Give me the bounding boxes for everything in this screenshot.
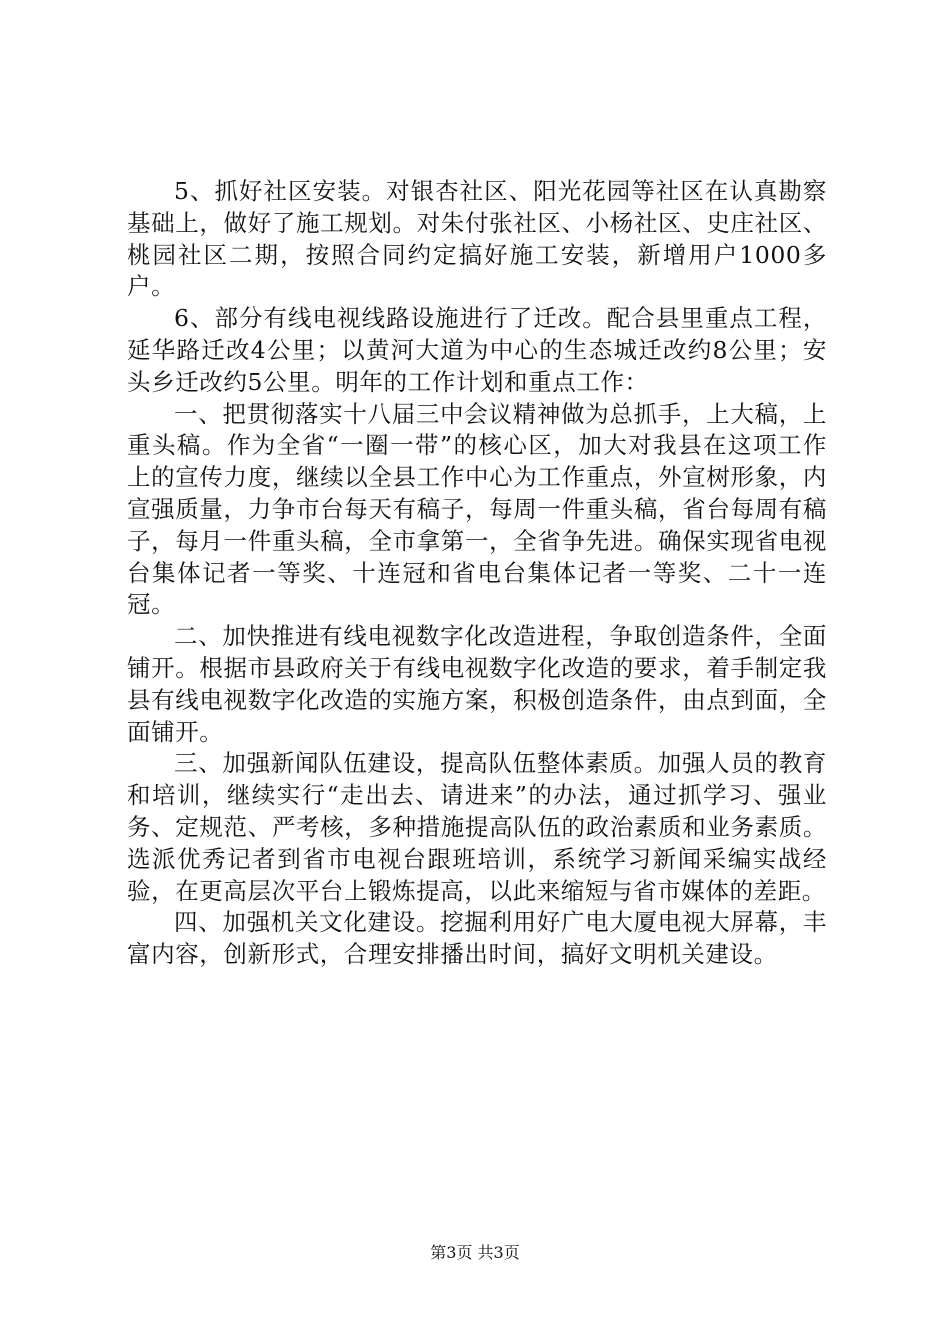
- document-body: [127, 176, 827, 971]
- paragraph-community-installation: 5、抓好社区安装。对银杏社区、阳光花园等社区在认真勘察基础上，做好了施工规划。对朱付张社区、小杨社区、史庄社区、桃园社区二期，按照合同约定搞好施工安装，新增用户1000多户。: [127, 177, 827, 301]
- paragraph-line-relocation: 6、部分有线电视线路设施进行了迁改。配合县里重点工程，延华路迁改4公里；以黄河大道为中心的生态城迁改约8公里；安头乡迁改约5公里。明年的工作计划和重点工作：: [127, 304, 827, 396]
- paragraph-plan-four: 四、加强机关文化建设。挖掘利用好广电大厦电视大屏幕，丰富内容，创新形式，合理安排播出时间，搞好文明机关建设。: [127, 908, 827, 969]
- page-number-footer: 第3页 共3页: [430, 1243, 520, 1262]
- paragraph-plan-one: 一、把贯彻落实十八届三中会议精神做为总抓手，上大稿，上重头稿。作为全省“一圈一带”的核心区，加大对我县在这项工作上的宣传力度，继续以全县工作中心为工作重点，外宣树形象，内宣强质量，力争市台每天有稿子，每周一件重头稿，省台每周有稿子，每月一件重头稿，全市拿第一，全省争先进。确保实现省电视台集体记者一等奖、十连冠和省电台集体记者一等奖、二十一连冠。: [127, 399, 827, 619]
- paragraph-plan-three: 三、加强新闻队伍建设，提高队伍整体素质。加强人员的教育和培训，继续实行“走出去、请进来”的办法，通过抓学习、强业务、定规范、严考核，多种措施提高队伍的政治素质和业务素质。选派优秀记者到省市电视台跟班培训，系统学习新闻采编实战经验，在更高层次平台上锻炼提高，以此来缩短与省市媒体的差距。: [127, 749, 827, 905]
- paragraph-plan-two: 二、加快推进有线电视数字化改造进程，争取创造条件，全面铺开。根据市县政府关于有线电视数字化改造的要求，着手制定我县有线电视数字化改造的实施方案，积极创造条件，由点到面，全面铺开。: [127, 622, 827, 746]
